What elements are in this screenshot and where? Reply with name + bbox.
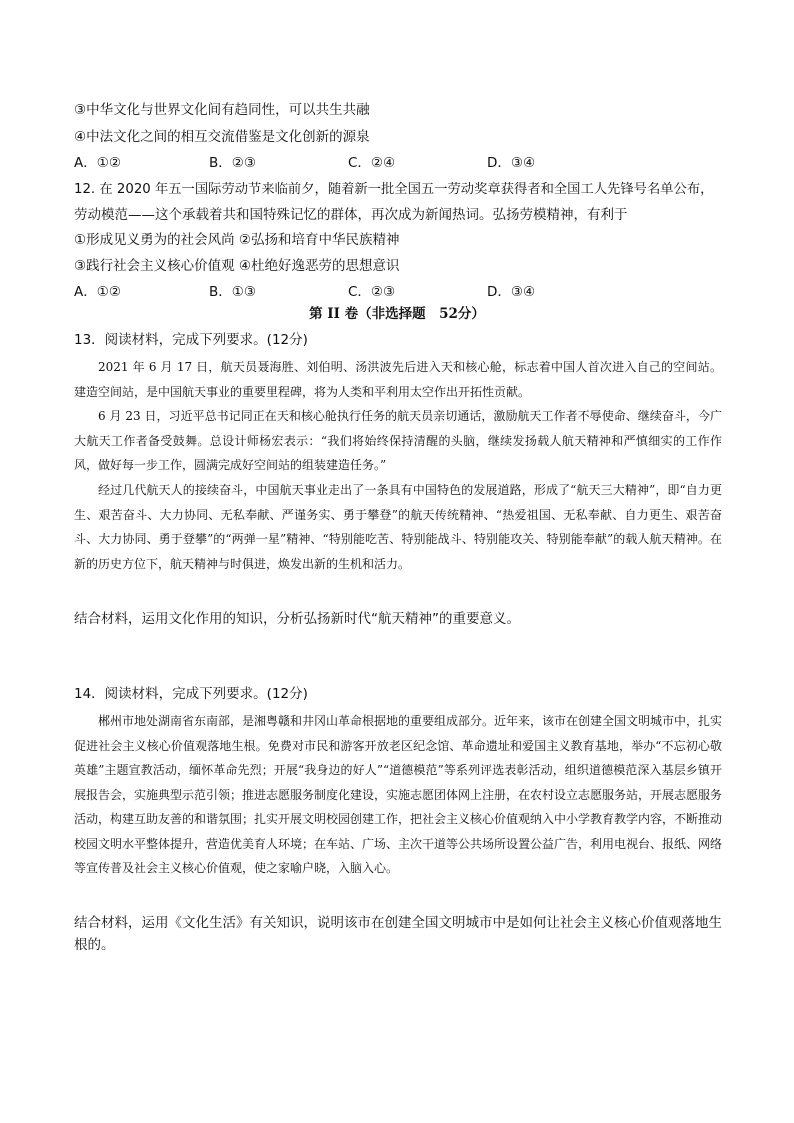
q12-items-line-2: ③践行社会主义核心价值观 ④杜绝好逸恶劳的思想意识 xyxy=(74,258,400,274)
q13-material-paragraph-3: 经过几代航天人的接续奋斗，中国航天事业走出了一条具有中国特色的发展道路，形成了“航天三大精神”，即“自力更生、艰苦奋斗、大力协同、无私奉献、严谨务实、勇于攀登”的航天传统精神、“热爱祖国、无私奉献、自力更生、艰苦奋斗、大力协同、勇于登攀”的“两弹一星”精神、“特别能吃苦、特别能战斗、特别能攻关、特别能奉献”的载人航天精神。在新的历史方位下，航天精神与时俱进，焕发出新的生机和活力。 xyxy=(74,483,722,571)
q11-item-4: ④中法文化之间的相互交流借鉴是文化创新的源泉 xyxy=(74,129,370,145)
q12-stem-line-1: 12. 在 2020 年五一国际劳动节来临前夕，随着新一批全国五一劳动奖章获得者和全国工人先锋号名单公布， xyxy=(74,182,714,197)
q11-option-c: C．②④ xyxy=(348,155,396,171)
q14-heading: 14．阅读材料，完成下列要求。(12分) xyxy=(74,686,308,702)
q12-items-line-1: ①形成见义勇为的社会风尚 ②弘扬和培育中华民族精神 xyxy=(74,232,400,248)
q11-option-d: D．③④ xyxy=(487,155,536,171)
q14-task: 结合材料，运用《文化生活》有关知识，说明该市在创建全国文明城市中是如何让社会主义核心价值观落地生根的。 xyxy=(74,915,722,953)
q13-task: 结合材料，运用文化作用的知识，分析弘扬新时代“航天精神”的重要意义。 xyxy=(74,611,520,627)
section-2-title: 第 II 卷（非选择题 52分） xyxy=(309,306,485,322)
q13-material-paragraph-2: 6 月 23 日，习近平总书记同正在天和核心舱执行任务的航天员亲切通话，激励航天工作者不辱使命、继续奋斗，今广大航天工作者备受鼓舞。总设计师杨宏表示：“我们将始终保持清醒的头脑，继续发扬载人航天精神和严慎细实的工作作风，做好每一步工作，圆满完成好空间站的组装建造任务。” xyxy=(74,409,722,472)
q12-option-a: A．①② xyxy=(74,284,121,300)
q11-item-3: ③中华文化与世界文化间有趋同性，可以共生共融 xyxy=(74,102,370,118)
q14-material-paragraph: 郴州市地处湖南省东南部，是湘粤赣和井冈山革命根据地的重要组成部分。近年来，该市在创建全国文明城市中，扎实促进社会主义核心价值观落地生根。免费对市民和游客开放老区纪念馆、革命遗址和爱国主义教育基地，举办“不忘初心敬英雄”主题宣教活动，缅怀革命先烈；开展“我身边的好人”“道德模范”等系列评选表彰活动，组织道德模范深入基层乡镇开展报告会，实施典型示范引领；推进志愿服务制度化建设，实施志愿团体网上注册，在农村设立志愿服务站，开展志愿服务活动，构建互助友善的和谐氛围；扎实开展文明校园创建工作，把社会主义核心价值观纳入中小学教育教学内容，不断推动校园文明水平整体提升，营造优美育人环境；在车站、广场、主次干道等公共场所设置公益广告，利用电视台、报纸、网络等宣传普及社会主义核心价值观，使之家喻户晓，入脑入心。 xyxy=(74,714,723,875)
q11-option-a: A．①② xyxy=(74,155,121,171)
q13-material-paragraph-1: 2021 年 6 月 17 日，航天员聂海胜、刘伯明、汤洪波先后进入天和核心舱，标志着中国人首次进入自己的空间站。建造空间站，是中国航天事业的重要里程碑，将为人类和平利用太空作出开拓性贡献。 xyxy=(74,360,722,399)
q12-option-b: B．①③ xyxy=(209,284,256,300)
q13-heading: 13．阅读材料，完成下列要求。(12分) xyxy=(74,332,308,348)
q12-option-c: C．②③ xyxy=(348,284,396,300)
q12-stem-line-2: 劳动模范——这个承载着共和国特殊记忆的群体，再次成为新闻热词。弘扬劳模精神，有利于 xyxy=(74,207,628,223)
q11-option-b: B．②③ xyxy=(209,155,256,171)
q12-option-d: D．③④ xyxy=(487,284,536,300)
